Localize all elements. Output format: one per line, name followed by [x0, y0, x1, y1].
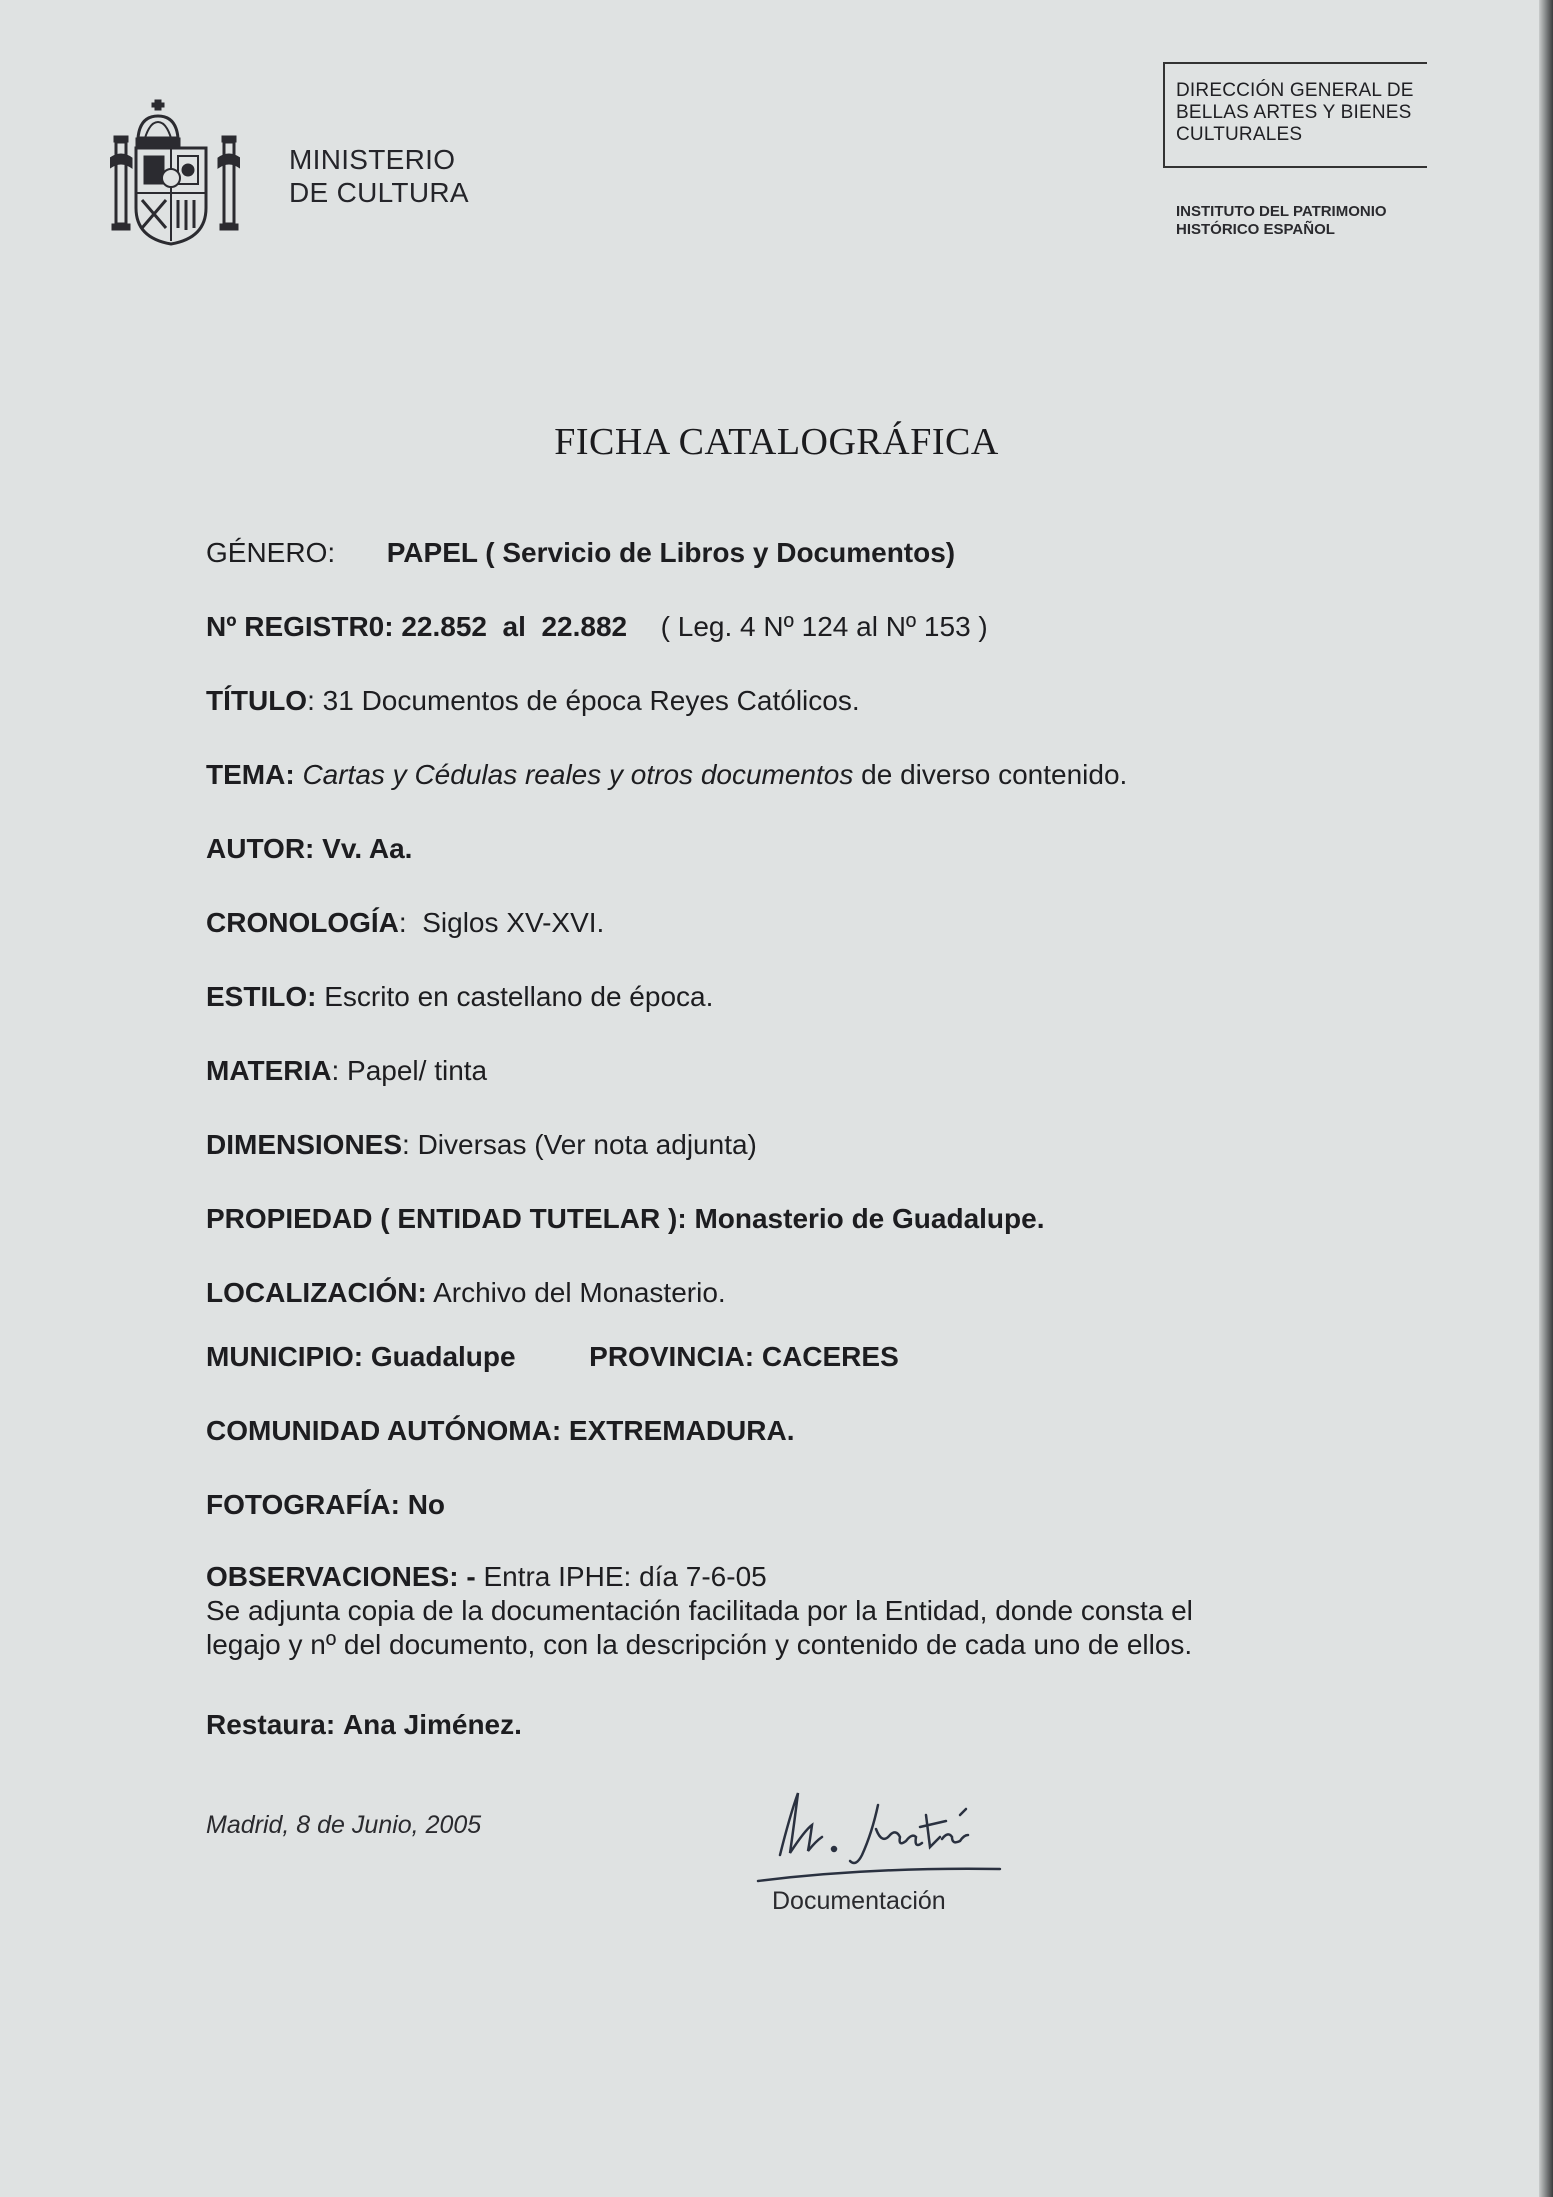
provincia-label: PROVINCIA: [589, 1341, 755, 1372]
field-observaciones [206, 1560, 1193, 1662]
ministry-line1: MINISTERIO [289, 144, 456, 175]
field-cronologia [206, 906, 604, 940]
comunidad-label: COMUNIDAD AUTÓNOMA: [206, 1415, 562, 1446]
field-materia [206, 1054, 487, 1088]
estilo-value: Escrito en castellano de época. [324, 981, 714, 1012]
field-fotografia [206, 1488, 445, 1522]
signature-label: Documentación [772, 1887, 946, 1915]
instituto-line1: INSTITUTO DEL PATRIMONIO [1176, 203, 1387, 220]
field-restaura [206, 1708, 522, 1742]
field-localizacion [206, 1276, 726, 1310]
cronologia-label: CRONOLOGÍA [206, 907, 399, 938]
instituto-patrimonio [1176, 203, 1387, 239]
document-title: FICHA CATALOGRÁFICA [554, 421, 999, 463]
instituto-line2: HISTÓRICO ESPAÑOL [1176, 221, 1335, 238]
municipio-label: MUNICIPIO: [206, 1341, 364, 1372]
tema-value-italic: Cartas y Cédulas reales y otros documentos [302, 759, 854, 790]
signature-date: Madrid, 8 de Junio, 2005 [206, 1811, 482, 1839]
direccion-line2: BELLAS ARTES Y BIENES [1176, 102, 1412, 123]
observaciones-value: Entra IPHE: día 7-6-05 [483, 1561, 767, 1592]
direccion-line3: CULTURALES [1176, 124, 1303, 145]
materia-label: MATERIA [206, 1055, 332, 1086]
materia-value: : Papel/ tinta [331, 1055, 488, 1086]
localizacion-value: Archivo del Monasterio. [433, 1277, 726, 1308]
autor-label: AUTOR: [206, 833, 315, 864]
titulo-value: : 31 Documentos de época Reyes Católicos. [307, 685, 860, 716]
propiedad-label: PROPIEDAD ( ENTIDAD TUTELAR ): [206, 1203, 687, 1234]
restaura-label: Restaura: [206, 1709, 336, 1740]
estilo-label: ESTILO: [206, 981, 317, 1012]
dimensiones-value: : Diversas (Ver nota adjunta) [402, 1129, 757, 1160]
ministry-name [289, 143, 469, 209]
field-dimensiones [206, 1128, 757, 1162]
genero-value: PAPEL ( Servicio de Libros y Documentos) [386, 537, 956, 568]
field-registro [206, 610, 988, 644]
field-estilo [206, 980, 713, 1014]
registro-value: 22.852 al 22.882 [401, 611, 628, 642]
observaciones-label: OBSERVACIONES: - [206, 1561, 476, 1592]
fotografia-value: No [407, 1489, 446, 1520]
direccion-general [1176, 80, 1414, 146]
registro-label: Nº REGISTR0: [206, 611, 394, 642]
field-municipio-provincia [206, 1340, 899, 1374]
field-titulo [206, 684, 860, 718]
observaciones-line3: legajo y nº del documento, con la descripción y contenido de cada uno de ellos. [206, 1629, 1193, 1660]
field-comunidad [206, 1414, 794, 1448]
direccion-line1: DIRECCIÓN GENERAL DE [1176, 80, 1414, 101]
field-autor [206, 832, 412, 866]
observaciones-line2: Se adjunta copia de la documentación facilitada por la Entidad, donde consta el [206, 1595, 1193, 1626]
propiedad-value: Monasterio de Guadalupe. [694, 1203, 1045, 1234]
genero-label: GÉNERO: [206, 537, 336, 568]
restaura-value: Ana Jiménez. [342, 1709, 522, 1740]
field-genero [206, 536, 955, 570]
provincia-value: CACERES [761, 1341, 899, 1372]
ministry-line2: DE CULTURA [289, 177, 469, 208]
field-propiedad [206, 1202, 1045, 1236]
dimensiones-label: DIMENSIONES [206, 1129, 403, 1160]
signature-icon [750, 1775, 1080, 1905]
field-tema [206, 758, 1127, 792]
tema-label: TEMA: [206, 759, 295, 790]
municipio-value: Guadalupe [370, 1341, 516, 1372]
localizacion-label: LOCALIZACIÓN: [206, 1277, 427, 1308]
coat-of-arms-icon [110, 98, 240, 248]
registro-extra: ( Leg. 4 Nº 124 al Nº 153 ) [660, 611, 988, 642]
autor-value: Vv. Aa. [322, 833, 413, 864]
comunidad-value: EXTREMADURA. [568, 1415, 795, 1446]
titulo-label: TÍTULO [206, 685, 308, 716]
page-edge [1539, 0, 1553, 2197]
tema-value-rest: de diverso contenido. [853, 759, 1128, 790]
cronologia-value: : Siglos XV-XVI. [398, 907, 605, 938]
fotografia-label: FOTOGRAFÍA: [206, 1489, 400, 1520]
